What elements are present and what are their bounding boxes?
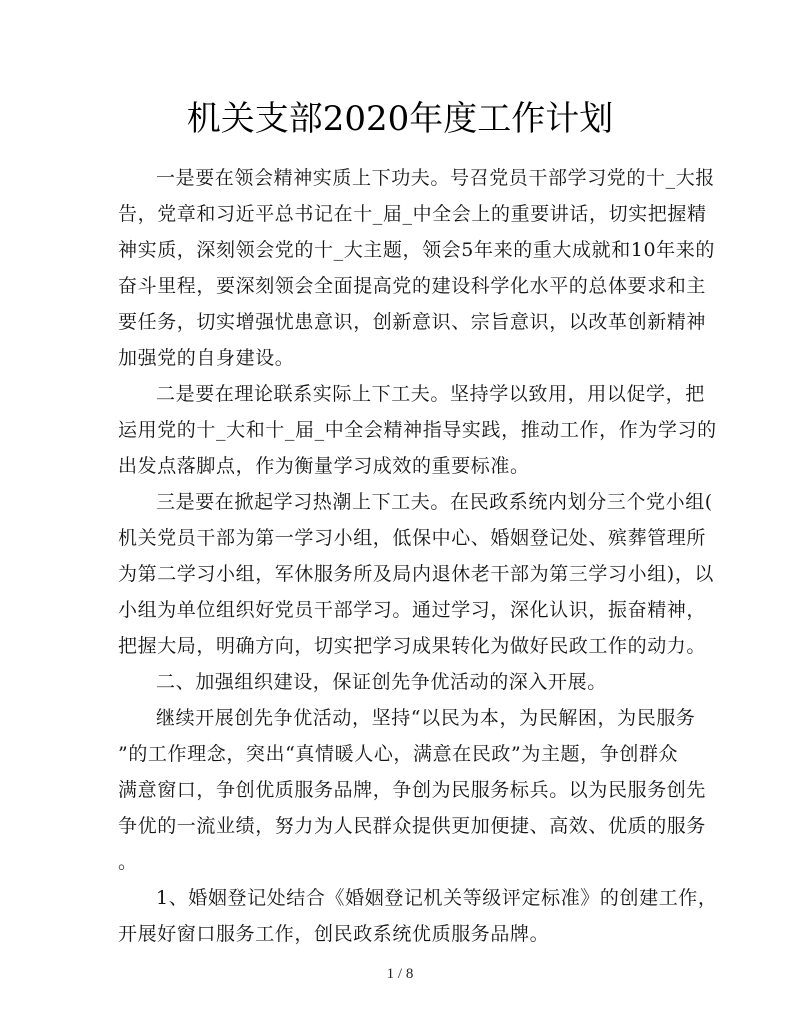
text-line: 运用党的十_大和十_届_中全会精神指导实践，推动工作，作为学习的: [118, 419, 717, 441]
text-line: 为第二学习小组，军休服务所及局内退休老干部为第三学习小组)，以: [118, 563, 715, 585]
text-line: 神实质，深刻领会党的十_大主题，领会5年来的重大成就和10年来的: [118, 239, 715, 261]
document-title: 机关支部2020年度工作计划: [186, 99, 614, 139]
text-line: 争优的一流业绩，努力为人民群众提供更加便捷、高效、优质的服务: [118, 815, 707, 837]
text-line: 。: [118, 851, 138, 873]
text-line: 开展好窗口服务工作，创民政系统优质服务品牌。: [118, 923, 550, 945]
text-line: 二是要在理论联系实际上下工夫。坚持学以致用，用以促学，把: [156, 383, 705, 405]
text-line: 机关党员干部为第一学习小组，低保中心、婚姻登记处、殡葬管理所: [118, 527, 707, 549]
text-line: 出发点落脚点，作为衡量学习成效的重要标准。: [118, 455, 530, 477]
text-line: 小组为单位组织好党员干部学习。通过学习，深化认识，振奋精神，: [118, 599, 707, 621]
text-line: 奋斗里程，要深刻领会全面提高党的建设科学化水平的总体要求和主: [118, 275, 707, 297]
text-line: 要任务，切实增强忧患意识，创新意识、宗旨意识，以改革创新精神: [118, 311, 707, 333]
text-line: 继续开展创先争优活动，坚持“以民为本，为民解困，为民服务: [156, 707, 696, 729]
text-line: 把握大局，明确方向，切实把学习成果转化为做好民政工作的动力。: [118, 635, 707, 657]
text-line: 三是要在掀起学习热潮上下工夫。在民政系统内划分三个党小组(: [156, 491, 713, 513]
text-line: 1、婚姻登记处结合《婚姻登记机关等级评定标准》的创建工作，: [156, 887, 718, 909]
text-line: ”的工作理念，突出“真情暖人心，满意在民政”为主题，争创群众: [118, 743, 679, 765]
section-heading: 二、加强组织建设，保证创先争优活动的深入开展。: [156, 671, 607, 693]
page-indicator: 1 / 8: [386, 966, 414, 982]
text-line: 加强党的自身建设。: [118, 347, 295, 369]
text-line: 满意窗口，争创优质服务品牌，争创为民服务标兵。以为民服务创先: [118, 779, 707, 801]
document-body: [118, 160, 718, 952]
text-line: 告，党章和习近平总书记在十_届_中全会上的重要讲话，切实把握精: [118, 203, 707, 225]
text-line: 一是要在领会精神实质上下功夫。号召党员干部学习党的十_大报: [156, 167, 715, 189]
